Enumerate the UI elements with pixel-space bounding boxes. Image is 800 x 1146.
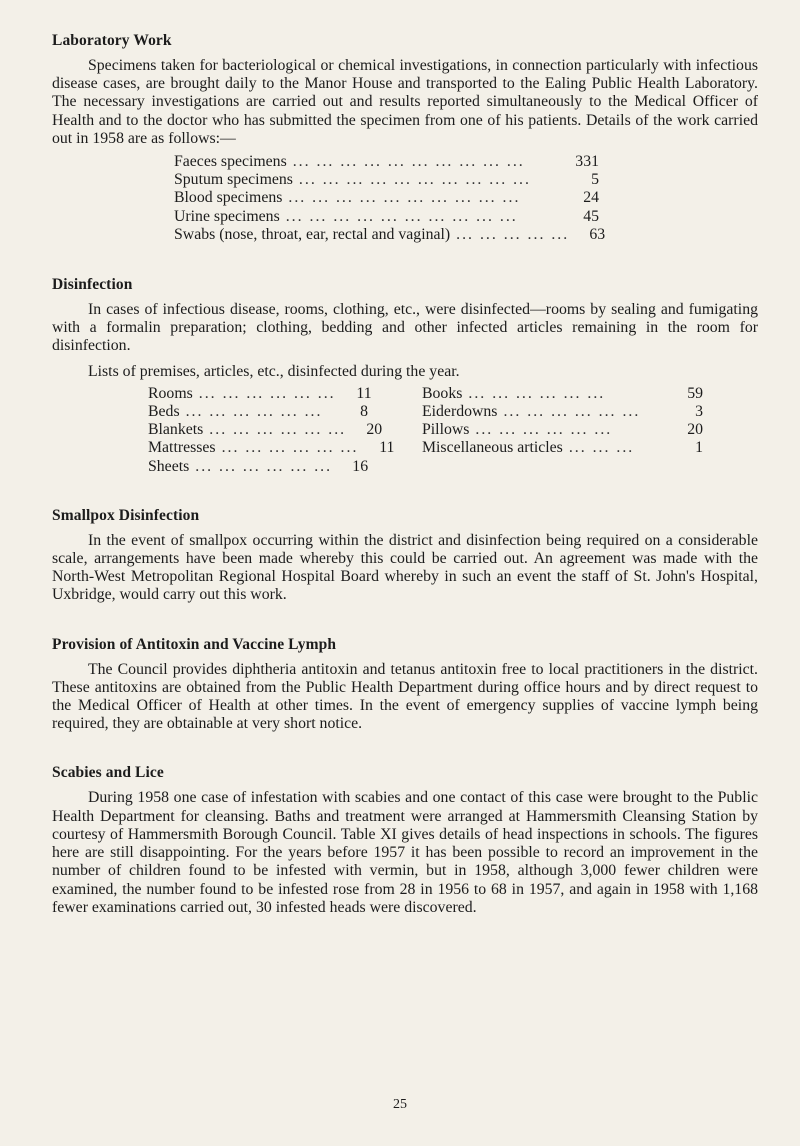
lab-heading: Laboratory Work	[52, 32, 172, 49]
antitoxin-paragraph: The Council provides diphtheria antitoxin and tetanus antitoxin free to local practitioners in the district. These antitoxins are obtained from the Public Health Department during office hours and by direct request to the Medical Officer of Health at other times. In the event of emergency supplies of vaccine lymph being required, they are obtainable at very short notice.	[52, 660, 758, 733]
disinfection-heading: Disinfection	[52, 276, 133, 294]
lab-row: Faeces specimens ... ... ... ... ... ... ... ... ... ... 331	[174, 153, 599, 171]
disinfection-row: Books ... ... ... ... ... ... 59	[422, 384, 703, 402]
disinfection-list-intro: Lists of premises, articles, etc., disinfected during the year.	[88, 362, 460, 380]
disinfection-row: Sheets ... ... ... ... ... ... 16	[148, 457, 369, 475]
disinfection-right-column	[422, 385, 703, 476]
disinfection-row: Rooms ... ... ... ... ... ... 11	[148, 384, 372, 402]
antitoxin-heading: Provision of Antitoxin and Vaccine Lymph	[52, 635, 337, 653]
disinfection-row: Beds ... ... ... ... ... ... 8	[148, 403, 368, 421]
antitoxin-section	[52, 636, 758, 734]
lab-row: Sputum specimens ... ... ... ... ... ... ... ... ... ... 5	[174, 171, 599, 189]
disinfection-section	[52, 276, 758, 476]
lab-paragraph: Specimens taken for bacteriological or chemical investigations, in connection particularly with infectious disease cases, are brought daily to the Manor House and transported to the Ealing Public Health Laboratory. The necessary investigations are carried out and results reported simultaneously to the Medical Officer of Health and to the doctor who has submitted the specimen from one of his patients. Details of the work carried out in 1958 are as follows:—	[52, 57, 758, 147]
disinfection-row: Mattresses ... ... ... ... ... ... 11	[148, 439, 395, 457]
smallpox-section	[52, 507, 758, 605]
scabies-section	[52, 764, 758, 916]
smallpox-heading: Smallpox Disinfection	[52, 506, 200, 524]
disinfection-row: Miscellaneous articles ... ... ... 1	[422, 439, 703, 457]
lab-section	[52, 32, 758, 244]
lab-row: Blood specimens ... ... ... ... ... ... ... ... ... ... 24	[174, 189, 599, 207]
disinfection-row: Blankets ... ... ... ... ... ... 20	[148, 421, 383, 439]
disinfection-left-column	[148, 384, 395, 476]
disinfection-row: Eiderdowns ... ... ... ... ... ... 3	[422, 403, 703, 421]
disinfection-paragraph: In cases of infectious disease, rooms, clothing, etc., were disinfected—rooms by sealing and fumigating with a formalin preparation; clothing, bedding and other infected articles remaining in the room for disinfection.	[52, 301, 758, 355]
lab-row: Urine specimens ... ... ... ... ... ... ... ... ... ... 45	[174, 207, 599, 225]
smallpox-paragraph: In the event of smallpox occurring within the district and disinfection being required on a considerable scale, arrangements have been made whereby this could be carried out. An agreement was made with the North-West Metropolitan Regional Hospital Board whereby in such an event the staff of St. John's Hospital, Uxbridge, would carry out this work.	[52, 531, 758, 604]
scabies-paragraph: During 1958 one case of infestation with scabies and one contact of this case were brought to the Public Health Department for cleansing. Baths and treatment were arranged at Hammersmith Cleansing Station by courtesy of Hammersmith Borough Council. Table XI gives details of head inspections in schools. The figures here are still disappointing. For the years before 1957 it has been possible to record an improvement in the number of children found to be infested with vermin, but in 1958, although 3,000 fewer children were examined, the number found to be infested rose from 28 in 1956 to 68 in 1957, and again in 1958 with 1,168 fewer examinations carried out, 30 infested heads were discovered.	[52, 789, 758, 916]
document-page	[52, 32, 758, 917]
scabies-heading: Scabies and Lice	[52, 764, 164, 782]
disinfection-table	[148, 385, 758, 476]
disinfection-row: Pillows ... ... ... ... ... ... 20	[422, 421, 703, 439]
lab-table	[174, 153, 606, 244]
lab-row: Swabs (nose, throat, ear, rectal and vaginal) ... ... ... ... ... 63	[174, 225, 606, 243]
page-number: 25	[393, 1097, 407, 1112]
